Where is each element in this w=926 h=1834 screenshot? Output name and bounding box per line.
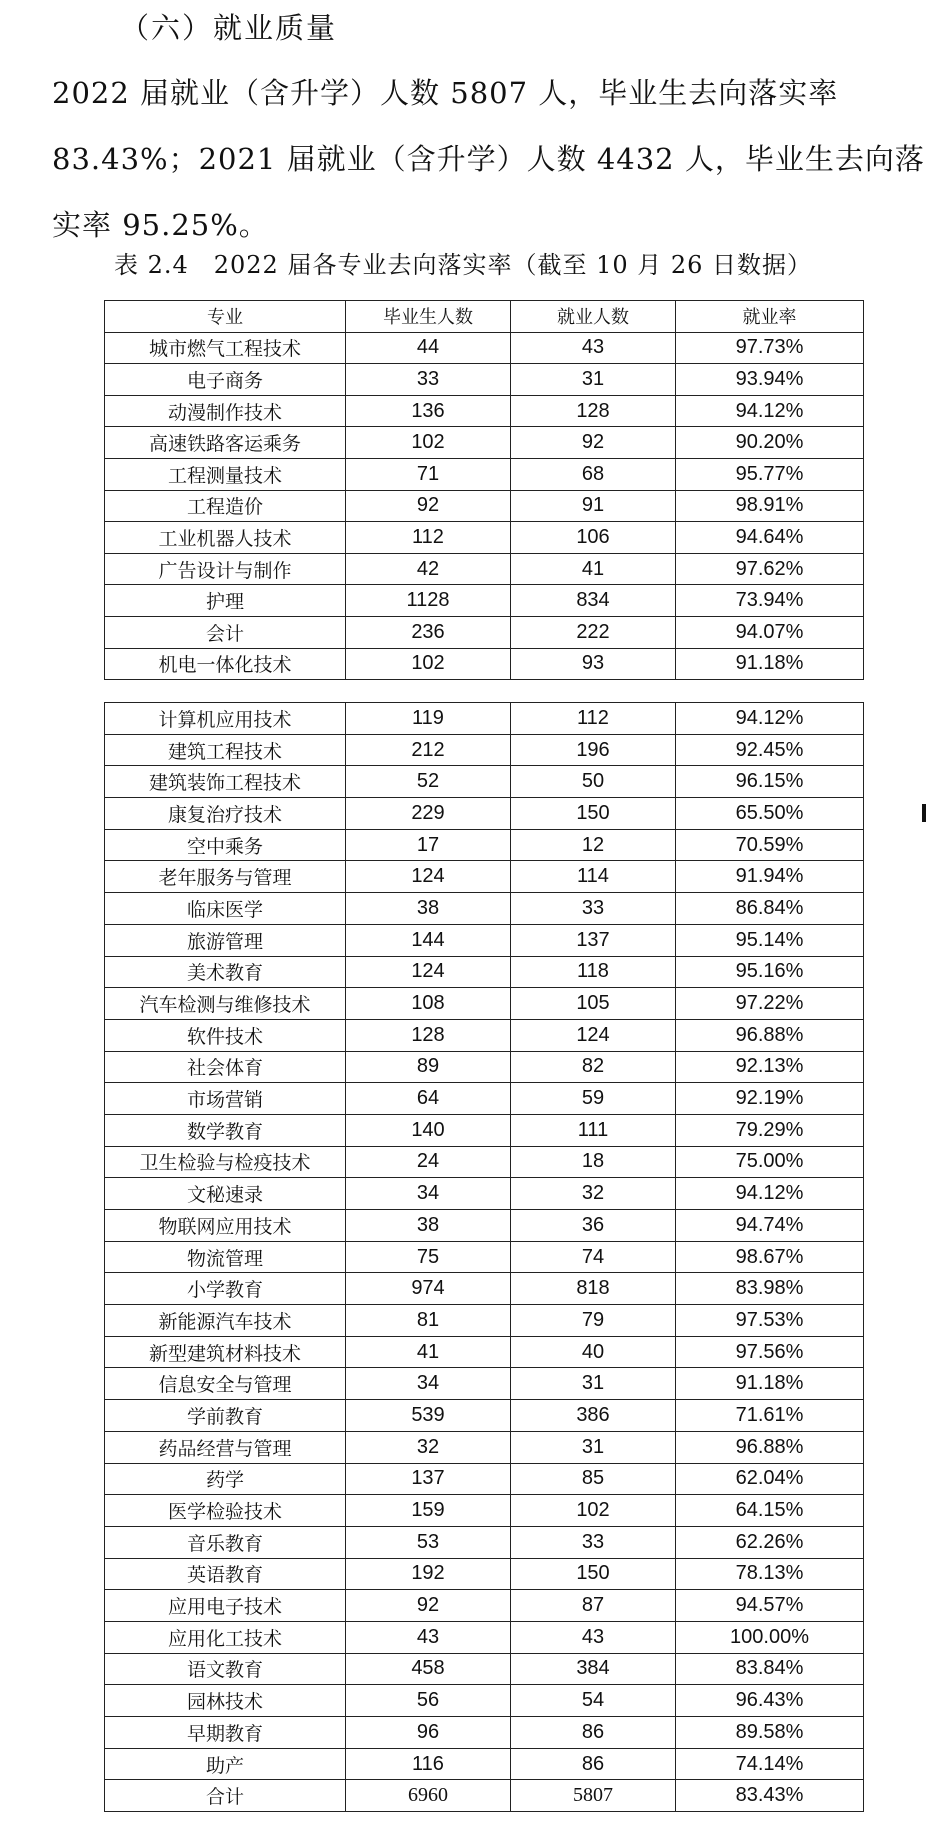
cell-employed: 150: [511, 1558, 676, 1590]
cell-major: 汽车检测与维修技术: [105, 988, 346, 1020]
cell-major: 临床医学: [105, 893, 346, 925]
cell-major: 药品经营与管理: [105, 1431, 346, 1463]
cell-rate: 78.13%: [676, 1558, 864, 1590]
cell-major: 计算机应用技术: [105, 703, 346, 735]
header-rate: 就业率: [676, 301, 864, 333]
cell-employed: 102: [511, 1495, 676, 1527]
cell-rate: 70.59%: [676, 829, 864, 861]
cell-graduates: 92: [346, 490, 511, 522]
cell-rate: 97.53%: [676, 1305, 864, 1337]
cell-employed: 12: [511, 829, 676, 861]
table-row: [105, 1431, 864, 1463]
employment-paragraph: [52, 60, 925, 258]
cell-rate: 91.94%: [676, 861, 864, 893]
cell-employed: 43: [511, 332, 676, 364]
cell-major: 物联网应用技术: [105, 1210, 346, 1242]
cell-rate: 71.61%: [676, 1400, 864, 1432]
table-row: [105, 616, 864, 648]
table-row: [105, 829, 864, 861]
cell-graduates: 32: [346, 1431, 511, 1463]
cell-employed: 128: [511, 395, 676, 427]
table-row: [105, 1590, 864, 1622]
cell-major: 新能源汽车技术: [105, 1305, 346, 1337]
cell-major: 音乐教育: [105, 1526, 346, 1558]
total-graduates: 6960: [346, 1780, 511, 1812]
table-row: [105, 988, 864, 1020]
table-row: [105, 522, 864, 554]
cell-graduates: 212: [346, 734, 511, 766]
cell-major: 园林技术: [105, 1685, 346, 1717]
cell-employed: 41: [511, 553, 676, 585]
cell-graduates: 112: [346, 522, 511, 554]
total-rate: 83.43%: [676, 1780, 864, 1812]
cell-graduates: 92: [346, 1590, 511, 1622]
table-row: [105, 1019, 864, 1051]
cell-major: 医学检验技术: [105, 1495, 346, 1527]
cell-employed: 36: [511, 1210, 676, 1242]
table-row: [105, 1495, 864, 1527]
cell-employed: 92: [511, 427, 676, 459]
cell-major: 卫生检验与检疫技术: [105, 1146, 346, 1178]
cell-rate: 75.00%: [676, 1146, 864, 1178]
cell-rate: 94.12%: [676, 703, 864, 735]
cell-major: 机电一体化技术: [105, 648, 346, 680]
cell-rate: 94.64%: [676, 522, 864, 554]
cell-employed: 150: [511, 798, 676, 830]
cell-graduates: 52: [346, 766, 511, 798]
cell-employed: 111: [511, 1114, 676, 1146]
cell-major: 英语教育: [105, 1558, 346, 1590]
cell-graduates: 102: [346, 427, 511, 459]
table-row: [105, 364, 864, 396]
cell-rate: 96.88%: [676, 1431, 864, 1463]
table-row: [105, 1368, 864, 1400]
total-label: 合计: [105, 1780, 346, 1812]
cell-rate: 94.07%: [676, 616, 864, 648]
cell-graduates: 192: [346, 1558, 511, 1590]
cell-graduates: 17: [346, 829, 511, 861]
cell-major: 应用化工技术: [105, 1621, 346, 1653]
cell-employed: 118: [511, 956, 676, 988]
cell-rate: 96.43%: [676, 1685, 864, 1717]
cell-rate: 62.04%: [676, 1463, 864, 1495]
cell-employed: 40: [511, 1336, 676, 1368]
cell-rate: 95.77%: [676, 458, 864, 490]
cell-graduates: 96: [346, 1717, 511, 1749]
cell-major: 文秘速录: [105, 1178, 346, 1210]
cell-rate: 62.26%: [676, 1526, 864, 1558]
cell-rate: 94.74%: [676, 1210, 864, 1242]
header-major: 专业: [105, 301, 346, 333]
cell-employed: 834: [511, 585, 676, 617]
table-row: [105, 332, 864, 364]
cell-major: 数学教育: [105, 1114, 346, 1146]
table-row: [105, 1273, 864, 1305]
cell-graduates: 44: [346, 332, 511, 364]
cell-rate: 96.15%: [676, 766, 864, 798]
cell-graduates: 41: [346, 1336, 511, 1368]
cell-rate: 95.16%: [676, 956, 864, 988]
table-row: [105, 861, 864, 893]
table-row: [105, 893, 864, 925]
cell-employed: 384: [511, 1653, 676, 1685]
cell-graduates: 34: [346, 1368, 511, 1400]
table-row: [105, 458, 864, 490]
cell-rate: 90.20%: [676, 427, 864, 459]
table-row: [105, 1400, 864, 1432]
cell-graduates: 102: [346, 648, 511, 680]
cell-rate: 73.94%: [676, 585, 864, 617]
table-row: [105, 924, 864, 956]
cell-major: 社会体育: [105, 1051, 346, 1083]
table-row: [105, 1178, 864, 1210]
cell-major: 学前教育: [105, 1400, 346, 1432]
cell-graduates: 24: [346, 1146, 511, 1178]
table-total-row: [105, 1780, 864, 1812]
table-row: [105, 1210, 864, 1242]
cell-employed: 85: [511, 1463, 676, 1495]
cell-rate: 93.94%: [676, 364, 864, 396]
cell-major: 工业机器人技术: [105, 522, 346, 554]
cell-graduates: 124: [346, 956, 511, 988]
cell-rate: 98.91%: [676, 490, 864, 522]
table-row: [105, 1526, 864, 1558]
cell-major: 旅游管理: [105, 924, 346, 956]
cell-major: 高速铁路客运乘务: [105, 427, 346, 459]
table-caption: 表 2.4 2022 届各专业去向落实率（截至 10 月 26 日数据）: [113, 251, 813, 279]
cell-employed: 196: [511, 734, 676, 766]
cell-rate: 65.50%: [676, 798, 864, 830]
cell-employed: 32: [511, 1178, 676, 1210]
cell-graduates: 137: [346, 1463, 511, 1495]
table-row: [105, 1241, 864, 1273]
table-row: [105, 1114, 864, 1146]
table-row: [105, 734, 864, 766]
cell-rate: 91.18%: [676, 648, 864, 680]
table-row: [105, 585, 864, 617]
table-row: [105, 1051, 864, 1083]
cell-major: 小学教育: [105, 1273, 346, 1305]
cell-employed: 43: [511, 1621, 676, 1653]
table-row: [105, 395, 864, 427]
table-row: [105, 1146, 864, 1178]
cell-rate: 95.14%: [676, 924, 864, 956]
cell-employed: 818: [511, 1273, 676, 1305]
cell-employed: 74: [511, 1241, 676, 1273]
cell-employed: 50: [511, 766, 676, 798]
cell-graduates: 159: [346, 1495, 511, 1527]
cell-employed: 114: [511, 861, 676, 893]
table-row: [105, 1748, 864, 1780]
table-header-row: [105, 301, 864, 333]
table-row: [105, 490, 864, 522]
cell-rate: 89.58%: [676, 1717, 864, 1749]
scroll-marker: [922, 804, 926, 822]
cell-graduates: 42: [346, 553, 511, 585]
table-row: [105, 1305, 864, 1337]
cell-graduates: 33: [346, 364, 511, 396]
table-row: [105, 1463, 864, 1495]
cell-employed: 106: [511, 522, 676, 554]
cell-major: 建筑工程技术: [105, 734, 346, 766]
cell-rate: 92.45%: [676, 734, 864, 766]
cell-rate: 98.67%: [676, 1241, 864, 1273]
cell-rate: 92.13%: [676, 1051, 864, 1083]
table-row: [105, 703, 864, 735]
cell-rate: 83.84%: [676, 1653, 864, 1685]
cell-major: 新型建筑材料技术: [105, 1336, 346, 1368]
table-row: [105, 766, 864, 798]
cell-graduates: 124: [346, 861, 511, 893]
table-row: [105, 1685, 864, 1717]
cell-graduates: 140: [346, 1114, 511, 1146]
cell-graduates: 43: [346, 1621, 511, 1653]
cell-major: 护理: [105, 585, 346, 617]
cell-major: 康复治疗技术: [105, 798, 346, 830]
table-row: [105, 427, 864, 459]
cell-employed: 31: [511, 1431, 676, 1463]
cell-employed: 18: [511, 1146, 676, 1178]
cell-employed: 54: [511, 1685, 676, 1717]
cell-graduates: 539: [346, 1400, 511, 1432]
cell-rate: 83.98%: [676, 1273, 864, 1305]
table-row: [105, 1083, 864, 1115]
cell-employed: 31: [511, 1368, 676, 1400]
cell-employed: 79: [511, 1305, 676, 1337]
cell-rate: 92.19%: [676, 1083, 864, 1115]
cell-graduates: 53: [346, 1526, 511, 1558]
cell-employed: 93: [511, 648, 676, 680]
cell-rate: 97.56%: [676, 1336, 864, 1368]
cell-major: 动漫制作技术: [105, 395, 346, 427]
cell-employed: 105: [511, 988, 676, 1020]
cell-major: 软件技术: [105, 1019, 346, 1051]
cell-employed: 91: [511, 490, 676, 522]
cell-graduates: 108: [346, 988, 511, 1020]
cell-graduates: 236: [346, 616, 511, 648]
cell-graduates: 458: [346, 1653, 511, 1685]
cell-employed: 386: [511, 1400, 676, 1432]
cell-graduates: 56: [346, 1685, 511, 1717]
employment-table-part1: [104, 300, 864, 680]
cell-major: 助产: [105, 1748, 346, 1780]
cell-major: 工程测量技术: [105, 458, 346, 490]
cell-major: 老年服务与管理: [105, 861, 346, 893]
paragraph-line: 2022 届就业（含升学）人数 5807 人，毕业生去向落实率: [52, 76, 839, 110]
cell-graduates: 38: [346, 893, 511, 925]
cell-graduates: 71: [346, 458, 511, 490]
cell-graduates: 974: [346, 1273, 511, 1305]
cell-major: 会计: [105, 616, 346, 648]
cell-rate: 97.73%: [676, 332, 864, 364]
cell-major: 美术教育: [105, 956, 346, 988]
cell-graduates: 1128: [346, 585, 511, 617]
table-row: [105, 648, 864, 680]
cell-rate: 97.22%: [676, 988, 864, 1020]
cell-major: 市场营销: [105, 1083, 346, 1115]
cell-rate: 79.29%: [676, 1114, 864, 1146]
cell-employed: 87: [511, 1590, 676, 1622]
cell-rate: 91.18%: [676, 1368, 864, 1400]
cell-employed: 59: [511, 1083, 676, 1115]
cell-graduates: 144: [346, 924, 511, 956]
table-row: [105, 798, 864, 830]
cell-major: 应用电子技术: [105, 1590, 346, 1622]
total-employed: 5807: [511, 1780, 676, 1812]
section-heading: （六）就业质量: [120, 11, 338, 45]
cell-major: 电子商务: [105, 364, 346, 396]
employment-table-part2: [104, 702, 864, 1812]
table-row: [105, 553, 864, 585]
cell-employed: 82: [511, 1051, 676, 1083]
cell-major: 语文教育: [105, 1653, 346, 1685]
cell-major: 空中乘务: [105, 829, 346, 861]
cell-rate: 94.12%: [676, 395, 864, 427]
table-row: [105, 1653, 864, 1685]
cell-rate: 64.15%: [676, 1495, 864, 1527]
cell-graduates: 81: [346, 1305, 511, 1337]
cell-major: 工程造价: [105, 490, 346, 522]
cell-rate: 74.14%: [676, 1748, 864, 1780]
table-row: [105, 956, 864, 988]
header-employed: 就业人数: [511, 301, 676, 333]
cell-major: 广告设计与制作: [105, 553, 346, 585]
table-row: [105, 1336, 864, 1368]
cell-employed: 124: [511, 1019, 676, 1051]
cell-major: 早期教育: [105, 1717, 346, 1749]
cell-rate: 94.57%: [676, 1590, 864, 1622]
cell-major: 城市燃气工程技术: [105, 332, 346, 364]
cell-employed: 222: [511, 616, 676, 648]
cell-rate: 94.12%: [676, 1178, 864, 1210]
cell-graduates: 119: [346, 703, 511, 735]
cell-graduates: 116: [346, 1748, 511, 1780]
cell-major: 药学: [105, 1463, 346, 1495]
cell-rate: 96.88%: [676, 1019, 864, 1051]
cell-graduates: 38: [346, 1210, 511, 1242]
cell-graduates: 89: [346, 1051, 511, 1083]
cell-graduates: 136: [346, 395, 511, 427]
cell-graduates: 229: [346, 798, 511, 830]
cell-major: 信息安全与管理: [105, 1368, 346, 1400]
cell-graduates: 64: [346, 1083, 511, 1115]
cell-graduates: 128: [346, 1019, 511, 1051]
cell-employed: 86: [511, 1717, 676, 1749]
cell-graduates: 75: [346, 1241, 511, 1273]
cell-graduates: 34: [346, 1178, 511, 1210]
cell-employed: 137: [511, 924, 676, 956]
paragraph-line: 83.43%；2021 届就业（含升学）人数 4432 人，毕业生去向落: [52, 142, 925, 176]
cell-employed: 86: [511, 1748, 676, 1780]
header-graduates: 毕业生人数: [346, 301, 511, 333]
cell-employed: 33: [511, 893, 676, 925]
cell-employed: 31: [511, 364, 676, 396]
cell-employed: 33: [511, 1526, 676, 1558]
cell-rate: 86.84%: [676, 893, 864, 925]
table-row: [105, 1621, 864, 1653]
table-row: [105, 1558, 864, 1590]
cell-major: 物流管理: [105, 1241, 346, 1273]
cell-rate: 100.00%: [676, 1621, 864, 1653]
paragraph-line: 实率 95.25%。: [52, 208, 269, 242]
cell-employed: 68: [511, 458, 676, 490]
cell-rate: 97.62%: [676, 553, 864, 585]
cell-major: 建筑装饰工程技术: [105, 766, 346, 798]
table-row: [105, 1717, 864, 1749]
cell-employed: 112: [511, 703, 676, 735]
